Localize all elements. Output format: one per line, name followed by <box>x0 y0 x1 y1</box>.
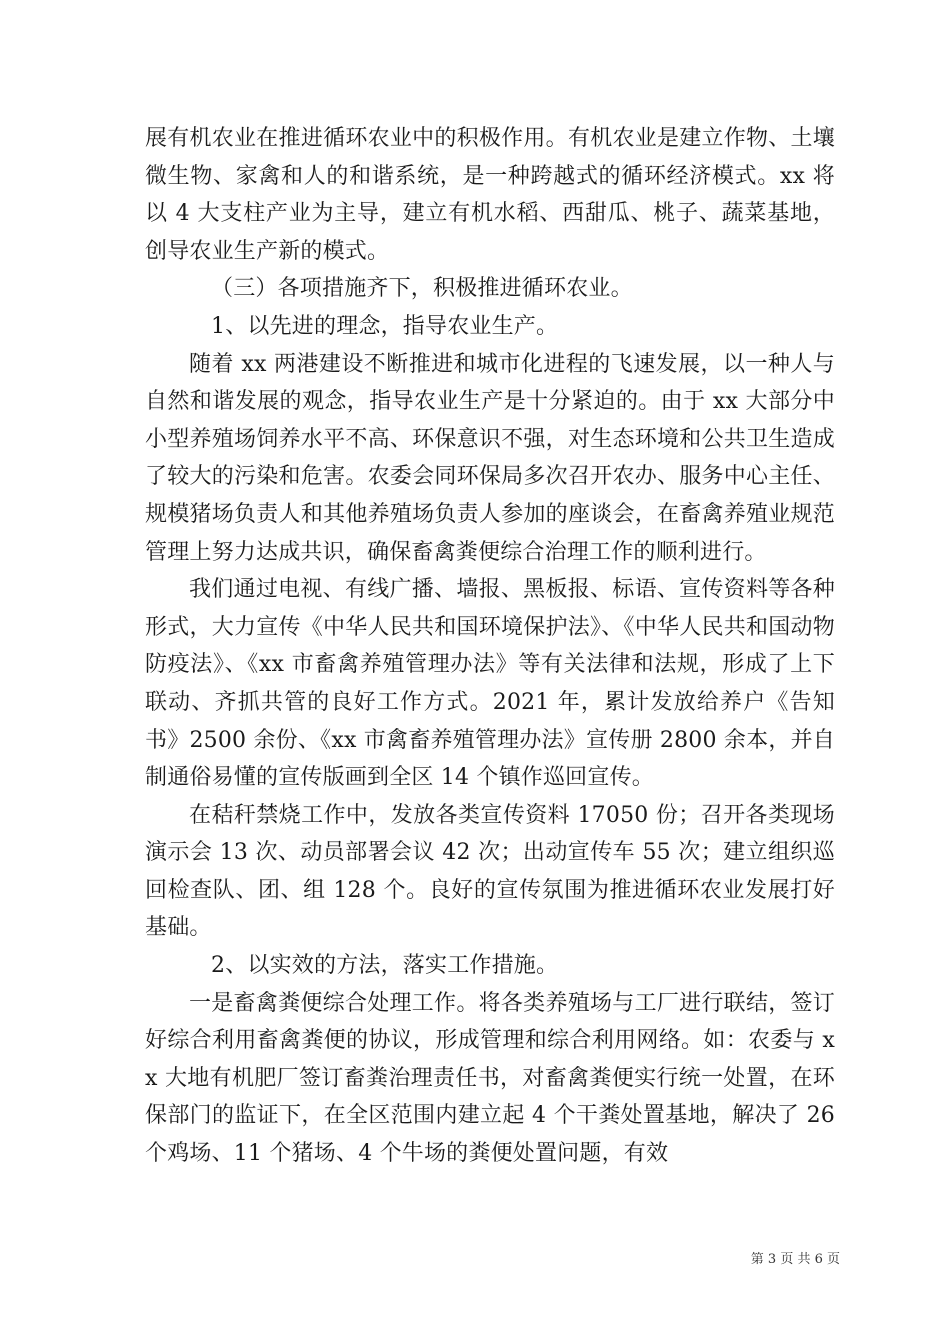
paragraph-publicity: 我们通过电视、有线广播、墙报、黑板报、标语、宣传资料等各种形式，大力宣传《中华人民共和国环境保护法》、《中华人民共和国动物防疫法》、《xx 市畜禽养殖管理办法》等有关法律和法规，形成了上下联动、齐抓共管的良好工作方式。2021 年，累计发放给养户《告知书》2500 余份、《xx 市禽畜养殖管理办法》宣传册 2800 余本，并自制通俗易懂的宣传版画到全区 14 个镇作巡回宣传。 <box>145 577 835 791</box>
document-body <box>145 120 835 1173</box>
section-heading: （三）各项措施齐下，积极推进循环农业。 <box>211 276 633 302</box>
paragraph-continuation: 展有机农业在推进循环农业中的积极作用。有机农业是建立作物、土壤微生物、家禽和人的和谐系统，是一种跨越式的循环经济模式。xx 将以 4 大支柱产业为主导，建立有机水稻、西甜瓜、桃子、蔬菜基地，创导农业生产新的模式。 <box>145 126 835 264</box>
subsection-heading-1: 1、以先进的理念，指导农业生产。 <box>211 313 559 339</box>
page-number: 第 3 页 共 6 页 <box>750 1252 840 1267</box>
subsection-heading-2: 2、以实效的方法，落实工作措施。 <box>211 953 559 979</box>
paragraph-concept: 随着 xx 两港建设不断推进和城市化进程的飞速发展，以一种人与自然和谐发展的观念，指导农业生产是十分紧迫的。由于 xx 大部分中小型养殖场饲养水平不高、环保意识不强，对生态环境和公共卫生造成了较大的污染和危害。农委会同环保局多次召开农办、服务中心主任、规模猪场负责人和其他养殖场负责人参加的座谈会，在畜禽养殖业规范管理上努力达成共识，确保畜禽粪便综合治理工作的顺利进行。 <box>145 351 835 565</box>
paragraph-manure-treatment: 一是畜禽粪便综合处理工作。将各类养殖场与工厂进行联结，签订好综合利用畜禽粪便的协议，形成管理和综合利用网络。如：农委与 xx 大地有机肥厂签订畜粪治理责任书，对畜禽粪便实行统一处置，在环保部门的监证下，在全区范围内建立起 4 个干粪处置基地，解决了 26 个鸡场、11 个猪场、4 个牛场的粪便处置问题，有效 <box>145 990 835 1167</box>
paragraph-straw-burning: 在秸秆禁烧工作中，发放各类宣传资料 17050 份；召开各类现场演示会 13 次、动员部署会议 42 次；出动宣传车 55 次；建立组织巡回检查队、团、组 128 个。良好的宣传氛围为推进循环农业发展打好基础。 <box>145 802 835 941</box>
